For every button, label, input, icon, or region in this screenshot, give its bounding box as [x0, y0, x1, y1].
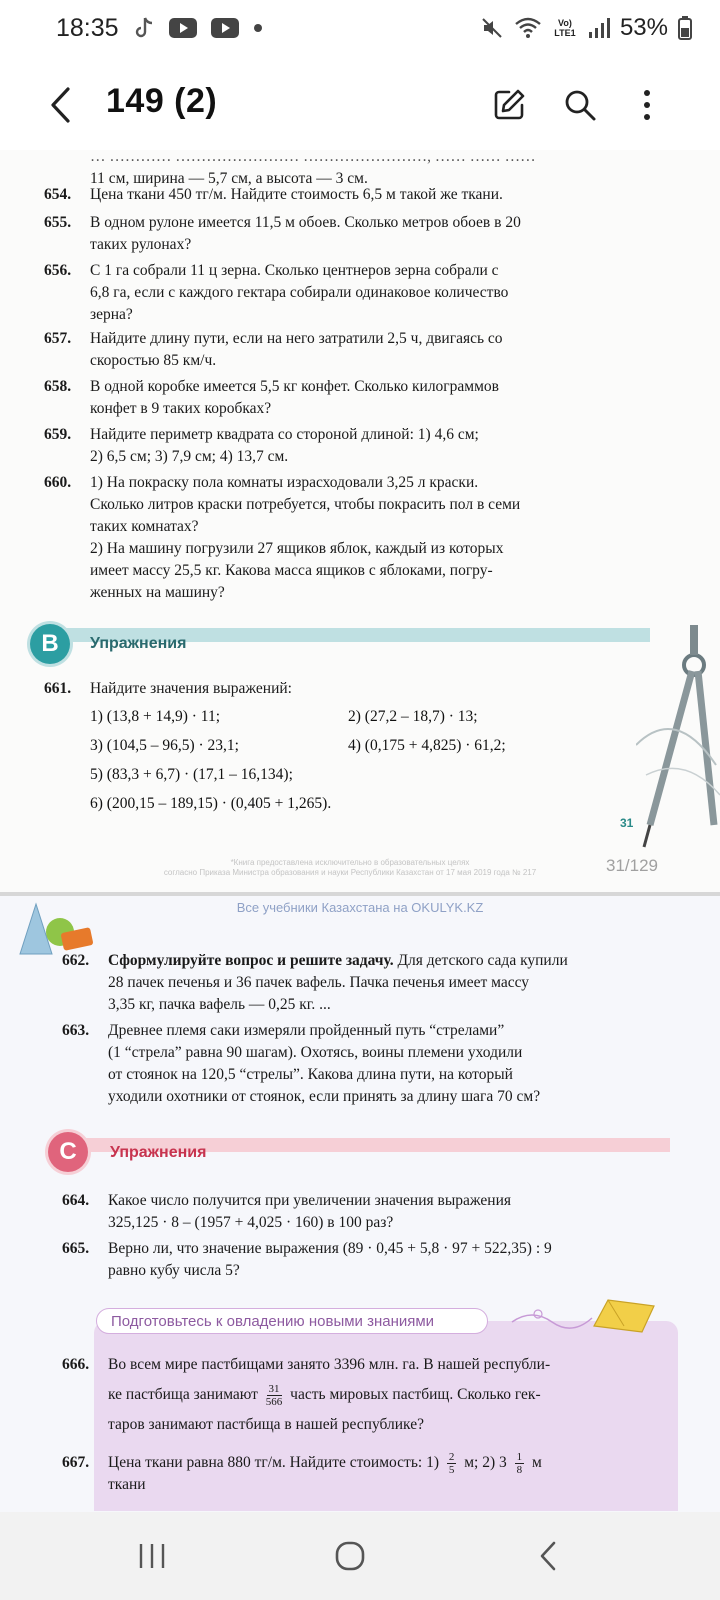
problem-text: равно кубу числа 5? — [108, 1262, 240, 1279]
legal-notice — [130, 858, 570, 878]
problem-number: 663. — [62, 1022, 90, 1039]
dot-icon — [253, 23, 263, 33]
problem-text: от стоянок на 120,5 “стрелы”. Какова длина пути, на который — [108, 1066, 513, 1083]
fraction — [266, 1383, 283, 1408]
problem-text: Цена ткани 450 тг/м. Найдите стоимость 6,5 м такой же ткани. — [90, 186, 503, 203]
page-number: 31 — [620, 816, 634, 830]
problem-number: 666. — [62, 1356, 90, 1373]
cut-text-line: 11 см, ширина — 5,7 см, а высота — 3 см. — [90, 170, 368, 187]
problem-text: уходили охотники от стоянок, если принять за длину шага 70 см? — [108, 1088, 541, 1105]
problem-661 — [44, 678, 654, 700]
document-title: 149 (2) — [106, 82, 218, 120]
back-chevron-icon — [48, 86, 74, 124]
problem-number: 661. — [44, 680, 72, 697]
section-b-badge: B — [30, 624, 70, 664]
home-icon — [334, 1540, 366, 1572]
problem-text: Верно ли, что значение выражения (89 · 0,45 + 5,8 · 97 + 522,35) : 9 — [108, 1240, 552, 1257]
home-button[interactable] — [322, 1534, 378, 1578]
problem-660 — [44, 472, 654, 604]
problem-text: (1 “стрела” равна 90 шагам). Охотясь, воины племени уходили — [108, 1044, 523, 1061]
section-b-title: Упражнения — [90, 635, 187, 652]
expression-row — [90, 702, 650, 731]
problem-text: таров занимают пастбища в нашей республике? — [108, 1416, 424, 1433]
compass-illustration — [636, 625, 720, 855]
search-button[interactable] — [555, 80, 605, 130]
problem-text-line — [62, 1380, 662, 1410]
network-label: Vo) LTE1 — [554, 18, 576, 38]
problem-text: 6,8 га, если с каждого гектара собирали одинаковое количество — [90, 284, 509, 301]
problem-text: ткани — [108, 1476, 146, 1493]
problem-665 — [62, 1238, 662, 1282]
problem-number: 659. — [44, 426, 72, 443]
problem-text: скоростью 85 км/ч. — [90, 352, 217, 369]
problem-text: Для детского сада купили — [397, 952, 568, 969]
signal-icon — [588, 17, 610, 39]
section-c-title: Упражнения — [110, 1144, 207, 1161]
youtube-icon — [169, 18, 197, 38]
expression: 1) (13,8 + 14,9) · 11; — [90, 708, 220, 725]
recent-apps-button[interactable] — [124, 1534, 180, 1578]
more-options-button[interactable] — [622, 80, 672, 130]
problem-text: имеет массу 25,5 кг. Какова масса ящиков с яблоками, погру- — [90, 562, 493, 579]
textbook-page-32[interactable] — [0, 896, 720, 1512]
problem-659 — [44, 424, 654, 468]
problem-662 — [62, 950, 662, 1016]
problem-text: Во всем мире пастбищами занято 3396 млн. га. В нашей республи- — [108, 1356, 551, 1373]
cut-text-line: … ………… …………………… ……………………, …… …… …… — [90, 150, 536, 165]
problem-text: 1) На покраску пола комнаты израсходовали 3,25 л краски. — [90, 474, 479, 491]
expression: 5) (83,3 + 6,7) · (17,1 – 16,134); — [90, 766, 293, 783]
problem-text: Найдите периметр квадрата со стороной длиной: 1) 4,6 см; — [90, 426, 479, 443]
expression-list — [90, 702, 650, 818]
problem-text: С 1 га собрали 11 ц зерна. Сколько центнеров зерна собрали с — [90, 262, 499, 279]
problem-text: Какое число получится при увеличении значения выражения — [108, 1192, 511, 1209]
wifi-icon — [514, 16, 542, 40]
system-nav-bar — [0, 1512, 720, 1600]
fraction-numerator: 1 — [516, 1450, 523, 1463]
problem-number: 660. — [44, 474, 72, 491]
fraction — [515, 1451, 525, 1476]
problem-lead: Сформулируйте вопрос и решите задачу. — [108, 952, 394, 969]
expression-row — [90, 789, 650, 818]
more-vert-icon — [642, 88, 652, 122]
problem-658 — [44, 376, 654, 420]
prep-heading: Подготовьтесь к овладению новыми знаниями — [96, 1308, 488, 1334]
watermark: Все учебники Казахстана на OKULYK.KZ — [236, 900, 484, 915]
problem-text: м — [532, 1454, 542, 1471]
legal-line: *Книга предоставлена исключительно в образовательных целях — [230, 858, 470, 867]
problem-text: часть мировых пастбищ. Сколько гек- — [290, 1386, 541, 1403]
problem-text: Древнее племя саки измеряли пройденный путь “стрелами” — [108, 1022, 505, 1039]
problem-number: 667. — [62, 1454, 90, 1471]
problem-text: таких рулонах? — [90, 236, 192, 253]
fraction-numerator: 2 — [448, 1450, 455, 1463]
problem-667 — [62, 1448, 662, 1492]
recent-apps-icon — [137, 1542, 167, 1570]
status-bar — [0, 0, 720, 56]
problem-text: конфет в 9 таких коробках? — [90, 400, 272, 417]
problem-654 — [44, 184, 654, 206]
problem-text: ке пастбища занимают — [108, 1386, 258, 1403]
problem-text: 2) 6,5 см; 3) 7,9 см; 4) 13,7 см. — [90, 448, 289, 465]
problem-number: 665. — [62, 1240, 90, 1257]
problem-663 — [62, 1020, 662, 1108]
search-icon — [562, 87, 598, 123]
textbook-page-31[interactable] — [0, 150, 720, 892]
youtube-icon — [211, 18, 239, 38]
expression: 4) (0,175 + 4,825) · 61,2; — [348, 737, 506, 754]
back-icon — [538, 1541, 558, 1571]
nav-back-button[interactable] — [520, 1534, 576, 1578]
problem-text: В одном рулоне имеется 11,5 м обоев. Сколько метров обоев в 20 — [90, 214, 521, 231]
battery-icon — [678, 16, 692, 40]
battery-percentage: 53% — [619, 14, 668, 41]
problem-text: м; 2) 3 — [464, 1454, 507, 1471]
fraction-denominator: 5 — [448, 1463, 455, 1476]
edit-icon — [491, 87, 527, 123]
edit-button[interactable] — [484, 80, 534, 130]
fraction-denominator: 8 — [516, 1463, 523, 1476]
problem-text: зерна? — [90, 306, 133, 323]
fraction-denominator: 566 — [265, 1395, 283, 1408]
expression: 2) (27,2 – 18,7) · 13; — [348, 708, 478, 725]
section-c-badge: C — [48, 1132, 88, 1172]
problem-text: Цена ткани равна 880 тг/м. Найдите стоимость: 1) — [108, 1454, 439, 1471]
fraction — [447, 1451, 457, 1476]
app-bar — [0, 62, 720, 148]
book-illustration — [508, 1292, 658, 1336]
legal-line: согласно Приказа Министра образования и науки Республики Казахстан от 17 мая 2019 года № 217 — [163, 868, 537, 877]
problem-664 — [62, 1190, 662, 1234]
problem-number: 656. — [44, 262, 72, 279]
problem-text: Найдите длину пути, если на него затратили 2,5 ч, двигаясь со — [90, 330, 503, 347]
problem-text: 2) На машину погрузили 27 ящиков яблок, каждый из которых — [90, 540, 504, 557]
problem-text: 28 пачек печенья и 36 пачек вафель. Пачка печенья имеет массу — [108, 974, 530, 991]
problem-657 — [44, 328, 654, 372]
back-button[interactable] — [36, 80, 86, 130]
problem-text: Сколько литров краски потребуется, чтобы покрасить пол в семи — [90, 496, 521, 513]
problem-number: 664. — [62, 1192, 90, 1209]
problem-text: 325,125 · 8 – (1957 + 4,025 · 160) в 100 раз? — [108, 1214, 394, 1231]
problem-text: 3,35 кг, пачка вафель — 0,25 кг. ... — [108, 996, 331, 1013]
status-time: 18:35 — [56, 13, 119, 42]
problem-text: женных на машину? — [90, 584, 225, 601]
problem-text: Найдите значения выражений: — [90, 680, 292, 697]
problem-text: таких комнатах? — [90, 518, 199, 535]
problem-number: 657. — [44, 330, 72, 347]
problem-number: 662. — [62, 952, 90, 969]
expression-row — [90, 760, 650, 789]
expression: 3) (104,5 – 96,5) · 23,1; — [90, 737, 239, 754]
tiktok-icon — [133, 16, 155, 40]
problem-number: 658. — [44, 378, 72, 395]
expression: 6) (200,15 – 189,15) · (0,405 + 1,265). — [90, 795, 332, 812]
expression-row — [90, 731, 650, 760]
problem-656 — [44, 260, 654, 326]
problem-655 — [44, 212, 654, 256]
fraction-numerator: 31 — [268, 1382, 280, 1395]
mute-icon — [480, 16, 504, 40]
problem-text: В одной коробке имеется 5,5 кг конфет. Сколько килограммов — [90, 378, 499, 395]
problem-number: 655. — [44, 214, 72, 231]
page-counter: 31/129 — [606, 856, 658, 875]
problem-666 — [62, 1350, 662, 1440]
problem-number: 654. — [44, 186, 72, 203]
